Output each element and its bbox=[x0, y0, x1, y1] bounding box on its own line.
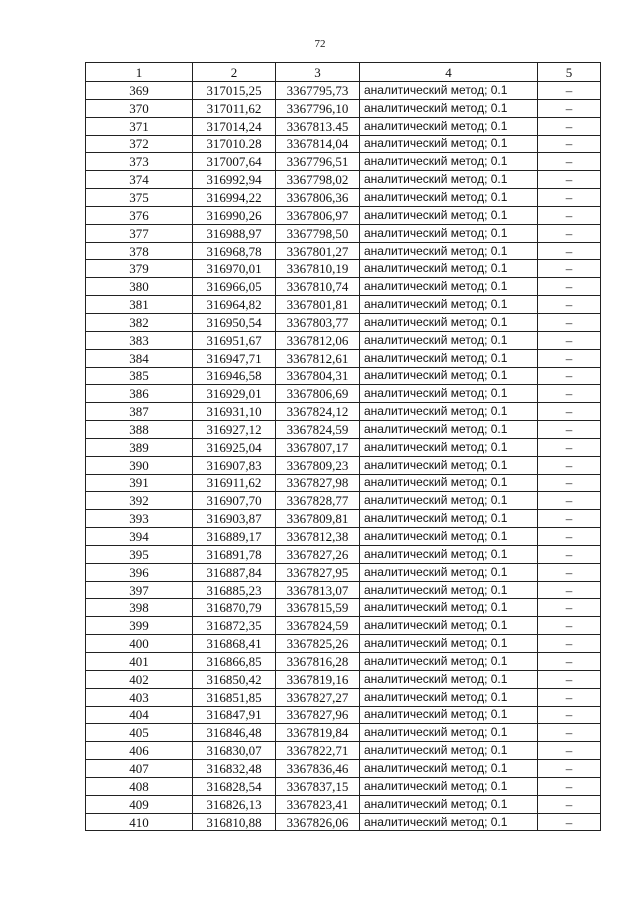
x-coordinate-cell: 316903,87 bbox=[193, 510, 276, 528]
table-row bbox=[86, 278, 601, 296]
point-number-cell: 376 bbox=[86, 206, 193, 224]
note-cell: – bbox=[538, 670, 601, 688]
note-cell: – bbox=[538, 99, 601, 117]
method-accuracy-cell: аналитический метод; 0.1 bbox=[360, 224, 538, 242]
table-row bbox=[86, 135, 601, 153]
method-accuracy-cell: аналитический метод; 0.1 bbox=[360, 653, 538, 671]
y-coordinate-cell: 3367814,04 bbox=[276, 135, 360, 153]
table-row bbox=[86, 688, 601, 706]
y-coordinate-cell: 3367816,28 bbox=[276, 653, 360, 671]
table-row bbox=[86, 617, 601, 635]
method-accuracy-cell: аналитический метод; 0.1 bbox=[360, 456, 538, 474]
method-accuracy-cell: аналитический метод; 0.1 bbox=[360, 153, 538, 171]
point-number-cell: 389 bbox=[86, 438, 193, 456]
y-coordinate-cell: 3367819,84 bbox=[276, 724, 360, 742]
x-coordinate-cell: 316990,26 bbox=[193, 206, 276, 224]
y-coordinate-cell: 3367837,15 bbox=[276, 777, 360, 795]
point-number-cell: 393 bbox=[86, 510, 193, 528]
table-row bbox=[86, 313, 601, 331]
note-cell: – bbox=[538, 296, 601, 314]
note-cell: – bbox=[538, 456, 601, 474]
y-coordinate-cell: 3367812,38 bbox=[276, 528, 360, 546]
point-number-cell: 399 bbox=[86, 617, 193, 635]
point-number-cell: 396 bbox=[86, 563, 193, 581]
y-coordinate-cell: 3367795,73 bbox=[276, 82, 360, 100]
note-cell: – bbox=[538, 349, 601, 367]
column-header: 5 bbox=[538, 63, 601, 82]
note-cell: – bbox=[538, 635, 601, 653]
y-coordinate-cell: 3367826,06 bbox=[276, 813, 360, 831]
y-coordinate-cell: 3367798,50 bbox=[276, 224, 360, 242]
note-cell: – bbox=[538, 438, 601, 456]
y-coordinate-cell: 3367796,10 bbox=[276, 99, 360, 117]
column-header: 4 bbox=[360, 63, 538, 82]
point-number-cell: 392 bbox=[86, 492, 193, 510]
point-number-cell: 382 bbox=[86, 313, 193, 331]
method-accuracy-cell: аналитический метод; 0.1 bbox=[360, 617, 538, 635]
note-cell: – bbox=[538, 135, 601, 153]
x-coordinate-cell: 316992,94 bbox=[193, 171, 276, 189]
x-coordinate-cell: 316964,82 bbox=[193, 296, 276, 314]
method-accuracy-cell: аналитический метод; 0.1 bbox=[360, 528, 538, 546]
note-cell: – bbox=[538, 760, 601, 778]
x-coordinate-cell: 316832,48 bbox=[193, 760, 276, 778]
table-row bbox=[86, 563, 601, 581]
x-coordinate-cell: 316988,97 bbox=[193, 224, 276, 242]
method-accuracy-cell: аналитический метод; 0.1 bbox=[360, 331, 538, 349]
y-coordinate-cell: 3367823,41 bbox=[276, 795, 360, 813]
note-cell: – bbox=[538, 563, 601, 581]
x-coordinate-cell: 317015,25 bbox=[193, 82, 276, 100]
point-number-cell: 398 bbox=[86, 599, 193, 617]
point-number-cell: 384 bbox=[86, 349, 193, 367]
note-cell: – bbox=[538, 385, 601, 403]
y-coordinate-cell: 3367806,36 bbox=[276, 189, 360, 207]
point-number-cell: 404 bbox=[86, 706, 193, 724]
point-number-cell: 372 bbox=[86, 135, 193, 153]
y-coordinate-cell: 3367806,97 bbox=[276, 206, 360, 224]
x-coordinate-cell: 317007,64 bbox=[193, 153, 276, 171]
page-number: 72 bbox=[314, 38, 326, 50]
y-coordinate-cell: 3367801,27 bbox=[276, 242, 360, 260]
note-cell: – bbox=[538, 545, 601, 563]
method-accuracy-cell: аналитический метод; 0.1 bbox=[360, 367, 538, 385]
table-row bbox=[86, 545, 601, 563]
method-accuracy-cell: аналитический метод; 0.1 bbox=[360, 421, 538, 439]
table-row bbox=[86, 492, 601, 510]
point-number-cell: 369 bbox=[86, 82, 193, 100]
column-header: 2 bbox=[193, 63, 276, 82]
table-row bbox=[86, 82, 601, 100]
method-accuracy-cell: аналитический метод; 0.1 bbox=[360, 403, 538, 421]
method-accuracy-cell: аналитический метод; 0.1 bbox=[360, 278, 538, 296]
method-accuracy-cell: аналитический метод; 0.1 bbox=[360, 795, 538, 813]
table-row bbox=[86, 474, 601, 492]
table-row bbox=[86, 438, 601, 456]
method-accuracy-cell: аналитический метод; 0.1 bbox=[360, 117, 538, 135]
x-coordinate-cell: 316872,35 bbox=[193, 617, 276, 635]
point-number-cell: 410 bbox=[86, 813, 193, 831]
column-header: 1 bbox=[86, 63, 193, 82]
table-row bbox=[86, 581, 601, 599]
point-number-cell: 395 bbox=[86, 545, 193, 563]
method-accuracy-cell: аналитический метод; 0.1 bbox=[360, 492, 538, 510]
y-coordinate-cell: 3367813.45 bbox=[276, 117, 360, 135]
x-coordinate-cell: 316927,12 bbox=[193, 421, 276, 439]
note-cell: – bbox=[538, 510, 601, 528]
x-coordinate-cell: 316830,07 bbox=[193, 742, 276, 760]
point-number-cell: 373 bbox=[86, 153, 193, 171]
x-coordinate-cell: 316868,41 bbox=[193, 635, 276, 653]
method-accuracy-cell: аналитический метод; 0.1 bbox=[360, 82, 538, 100]
method-accuracy-cell: аналитический метод; 0.1 bbox=[360, 260, 538, 278]
table-body bbox=[86, 82, 601, 831]
table-row bbox=[86, 331, 601, 349]
table-row bbox=[86, 153, 601, 171]
method-accuracy-cell: аналитический метод; 0.1 bbox=[360, 724, 538, 742]
note-cell: – bbox=[538, 706, 601, 724]
point-number-cell: 370 bbox=[86, 99, 193, 117]
note-cell: – bbox=[538, 777, 601, 795]
method-accuracy-cell: аналитический метод; 0.1 bbox=[360, 742, 538, 760]
note-cell: – bbox=[538, 82, 601, 100]
y-coordinate-cell: 3367807,17 bbox=[276, 438, 360, 456]
note-cell: – bbox=[538, 617, 601, 635]
table-row bbox=[86, 260, 601, 278]
y-coordinate-cell: 3367804,31 bbox=[276, 367, 360, 385]
x-coordinate-cell: 316847,91 bbox=[193, 706, 276, 724]
y-coordinate-cell: 3367828,77 bbox=[276, 492, 360, 510]
method-accuracy-cell: аналитический метод; 0.1 bbox=[360, 563, 538, 581]
x-coordinate-cell: 316828,54 bbox=[193, 777, 276, 795]
x-coordinate-cell: 316929,01 bbox=[193, 385, 276, 403]
point-number-cell: 379 bbox=[86, 260, 193, 278]
x-coordinate-cell: 316810,88 bbox=[193, 813, 276, 831]
y-coordinate-cell: 3367827,27 bbox=[276, 688, 360, 706]
note-cell: – bbox=[538, 278, 601, 296]
table-row bbox=[86, 385, 601, 403]
x-coordinate-cell: 316968,78 bbox=[193, 242, 276, 260]
table-row bbox=[86, 813, 601, 831]
y-coordinate-cell: 3367827,96 bbox=[276, 706, 360, 724]
point-number-cell: 407 bbox=[86, 760, 193, 778]
y-coordinate-cell: 3367815,59 bbox=[276, 599, 360, 617]
note-cell: – bbox=[538, 171, 601, 189]
table-row bbox=[86, 742, 601, 760]
coordinates-table bbox=[85, 62, 601, 831]
point-number-cell: 391 bbox=[86, 474, 193, 492]
point-number-cell: 408 bbox=[86, 777, 193, 795]
note-cell: – bbox=[538, 795, 601, 813]
note-cell: – bbox=[538, 189, 601, 207]
note-cell: – bbox=[538, 528, 601, 546]
method-accuracy-cell: аналитический метод; 0.1 bbox=[360, 777, 538, 795]
note-cell: – bbox=[538, 403, 601, 421]
table-row bbox=[86, 510, 601, 528]
y-coordinate-cell: 3367824,59 bbox=[276, 617, 360, 635]
point-number-cell: 405 bbox=[86, 724, 193, 742]
method-accuracy-cell: аналитический метод; 0.1 bbox=[360, 760, 538, 778]
point-number-cell: 386 bbox=[86, 385, 193, 403]
point-number-cell: 403 bbox=[86, 688, 193, 706]
point-number-cell: 397 bbox=[86, 581, 193, 599]
table-row bbox=[86, 171, 601, 189]
point-number-cell: 381 bbox=[86, 296, 193, 314]
y-coordinate-cell: 3367819,16 bbox=[276, 670, 360, 688]
table-row bbox=[86, 760, 601, 778]
table-row bbox=[86, 528, 601, 546]
note-cell: – bbox=[538, 331, 601, 349]
x-coordinate-cell: 316907,83 bbox=[193, 456, 276, 474]
method-accuracy-cell: аналитический метод; 0.1 bbox=[360, 635, 538, 653]
method-accuracy-cell: аналитический метод; 0.1 bbox=[360, 189, 538, 207]
point-number-cell: 390 bbox=[86, 456, 193, 474]
y-coordinate-cell: 3367806,69 bbox=[276, 385, 360, 403]
column-header: 3 bbox=[276, 63, 360, 82]
x-coordinate-cell: 316850,42 bbox=[193, 670, 276, 688]
note-cell: – bbox=[538, 153, 601, 171]
note-cell: – bbox=[538, 206, 601, 224]
x-coordinate-cell: 316907,70 bbox=[193, 492, 276, 510]
point-number-cell: 388 bbox=[86, 421, 193, 439]
x-coordinate-cell: 316994,22 bbox=[193, 189, 276, 207]
method-accuracy-cell: аналитический метод; 0.1 bbox=[360, 670, 538, 688]
note-cell: – bbox=[538, 117, 601, 135]
y-coordinate-cell: 3367809,81 bbox=[276, 510, 360, 528]
note-cell: – bbox=[538, 599, 601, 617]
note-cell: – bbox=[538, 724, 601, 742]
note-cell: – bbox=[538, 742, 601, 760]
table-header-row bbox=[86, 63, 601, 82]
table-row bbox=[86, 296, 601, 314]
table-row bbox=[86, 224, 601, 242]
table-row bbox=[86, 189, 601, 207]
y-coordinate-cell: 3367796,51 bbox=[276, 153, 360, 171]
table-row bbox=[86, 367, 601, 385]
x-coordinate-cell: 316951,67 bbox=[193, 331, 276, 349]
x-coordinate-cell: 317010.28 bbox=[193, 135, 276, 153]
x-coordinate-cell: 316891,78 bbox=[193, 545, 276, 563]
table-row bbox=[86, 670, 601, 688]
method-accuracy-cell: аналитический метод; 0.1 bbox=[360, 349, 538, 367]
table-row bbox=[86, 421, 601, 439]
point-number-cell: 380 bbox=[86, 278, 193, 296]
method-accuracy-cell: аналитический метод; 0.1 bbox=[360, 313, 538, 331]
point-number-cell: 409 bbox=[86, 795, 193, 813]
y-coordinate-cell: 3367825,26 bbox=[276, 635, 360, 653]
x-coordinate-cell: 316870,79 bbox=[193, 599, 276, 617]
note-cell: – bbox=[538, 367, 601, 385]
y-coordinate-cell: 3367798,02 bbox=[276, 171, 360, 189]
x-coordinate-cell: 316947,71 bbox=[193, 349, 276, 367]
method-accuracy-cell: аналитический метод; 0.1 bbox=[360, 545, 538, 563]
method-accuracy-cell: аналитический метод; 0.1 bbox=[360, 171, 538, 189]
method-accuracy-cell: аналитический метод; 0.1 bbox=[360, 510, 538, 528]
point-number-cell: 371 bbox=[86, 117, 193, 135]
table-row bbox=[86, 795, 601, 813]
x-coordinate-cell: 316970,01 bbox=[193, 260, 276, 278]
point-number-cell: 387 bbox=[86, 403, 193, 421]
table-row bbox=[86, 456, 601, 474]
point-number-cell: 394 bbox=[86, 528, 193, 546]
method-accuracy-cell: аналитический метод; 0.1 bbox=[360, 599, 538, 617]
x-coordinate-cell: 316931,10 bbox=[193, 403, 276, 421]
note-cell: – bbox=[538, 653, 601, 671]
y-coordinate-cell: 3367827,98 bbox=[276, 474, 360, 492]
point-number-cell: 374 bbox=[86, 171, 193, 189]
y-coordinate-cell: 3367827,26 bbox=[276, 545, 360, 563]
table-row bbox=[86, 724, 601, 742]
x-coordinate-cell: 317014,24 bbox=[193, 117, 276, 135]
method-accuracy-cell: аналитический метод; 0.1 bbox=[360, 581, 538, 599]
note-cell: – bbox=[538, 581, 601, 599]
table-row bbox=[86, 599, 601, 617]
x-coordinate-cell: 316885,23 bbox=[193, 581, 276, 599]
x-coordinate-cell: 316966,05 bbox=[193, 278, 276, 296]
point-number-cell: 383 bbox=[86, 331, 193, 349]
table-row bbox=[86, 706, 601, 724]
y-coordinate-cell: 3367812,06 bbox=[276, 331, 360, 349]
method-accuracy-cell: аналитический метод; 0.1 bbox=[360, 135, 538, 153]
x-coordinate-cell: 316950,54 bbox=[193, 313, 276, 331]
note-cell: – bbox=[538, 492, 601, 510]
table-row bbox=[86, 117, 601, 135]
point-number-cell: 378 bbox=[86, 242, 193, 260]
method-accuracy-cell: аналитический метод; 0.1 bbox=[360, 99, 538, 117]
method-accuracy-cell: аналитический метод; 0.1 bbox=[360, 706, 538, 724]
table-row bbox=[86, 349, 601, 367]
x-coordinate-cell: 316826,13 bbox=[193, 795, 276, 813]
y-coordinate-cell: 3367827,95 bbox=[276, 563, 360, 581]
x-coordinate-cell: 316887,84 bbox=[193, 563, 276, 581]
x-coordinate-cell: 317011,62 bbox=[193, 99, 276, 117]
note-cell: – bbox=[538, 813, 601, 831]
method-accuracy-cell: аналитический метод; 0.1 bbox=[360, 813, 538, 831]
x-coordinate-cell: 316889,17 bbox=[193, 528, 276, 546]
point-number-cell: 375 bbox=[86, 189, 193, 207]
note-cell: – bbox=[538, 242, 601, 260]
note-cell: – bbox=[538, 313, 601, 331]
table-row bbox=[86, 206, 601, 224]
x-coordinate-cell: 316846,48 bbox=[193, 724, 276, 742]
x-coordinate-cell: 316925,04 bbox=[193, 438, 276, 456]
table-row bbox=[86, 403, 601, 421]
y-coordinate-cell: 3367813,07 bbox=[276, 581, 360, 599]
y-coordinate-cell: 3367812,61 bbox=[276, 349, 360, 367]
y-coordinate-cell: 3367801,81 bbox=[276, 296, 360, 314]
point-number-cell: 385 bbox=[86, 367, 193, 385]
y-coordinate-cell: 3367803,77 bbox=[276, 313, 360, 331]
method-accuracy-cell: аналитический метод; 0.1 bbox=[360, 385, 538, 403]
table-row bbox=[86, 777, 601, 795]
note-cell: – bbox=[538, 260, 601, 278]
point-number-cell: 377 bbox=[86, 224, 193, 242]
x-coordinate-cell: 316911,62 bbox=[193, 474, 276, 492]
y-coordinate-cell: 3367836,46 bbox=[276, 760, 360, 778]
method-accuracy-cell: аналитический метод; 0.1 bbox=[360, 206, 538, 224]
y-coordinate-cell: 3367810,19 bbox=[276, 260, 360, 278]
note-cell: – bbox=[538, 224, 601, 242]
y-coordinate-cell: 3367824,59 bbox=[276, 421, 360, 439]
y-coordinate-cell: 3367822,71 bbox=[276, 742, 360, 760]
point-number-cell: 401 bbox=[86, 653, 193, 671]
x-coordinate-cell: 316946,58 bbox=[193, 367, 276, 385]
table-row bbox=[86, 635, 601, 653]
table-row bbox=[86, 99, 601, 117]
point-number-cell: 400 bbox=[86, 635, 193, 653]
x-coordinate-cell: 316851,85 bbox=[193, 688, 276, 706]
note-cell: – bbox=[538, 688, 601, 706]
y-coordinate-cell: 3367809,23 bbox=[276, 456, 360, 474]
table-row bbox=[86, 653, 601, 671]
method-accuracy-cell: аналитический метод; 0.1 bbox=[360, 242, 538, 260]
y-coordinate-cell: 3367824,12 bbox=[276, 403, 360, 421]
method-accuracy-cell: аналитический метод; 0.1 bbox=[360, 296, 538, 314]
x-coordinate-cell: 316866,85 bbox=[193, 653, 276, 671]
table-row bbox=[86, 242, 601, 260]
y-coordinate-cell: 3367810,74 bbox=[276, 278, 360, 296]
method-accuracy-cell: аналитический метод; 0.1 bbox=[360, 474, 538, 492]
note-cell: – bbox=[538, 474, 601, 492]
method-accuracy-cell: аналитический метод; 0.1 bbox=[360, 688, 538, 706]
point-number-cell: 402 bbox=[86, 670, 193, 688]
note-cell: – bbox=[538, 421, 601, 439]
method-accuracy-cell: аналитический метод; 0.1 bbox=[360, 438, 538, 456]
point-number-cell: 406 bbox=[86, 742, 193, 760]
